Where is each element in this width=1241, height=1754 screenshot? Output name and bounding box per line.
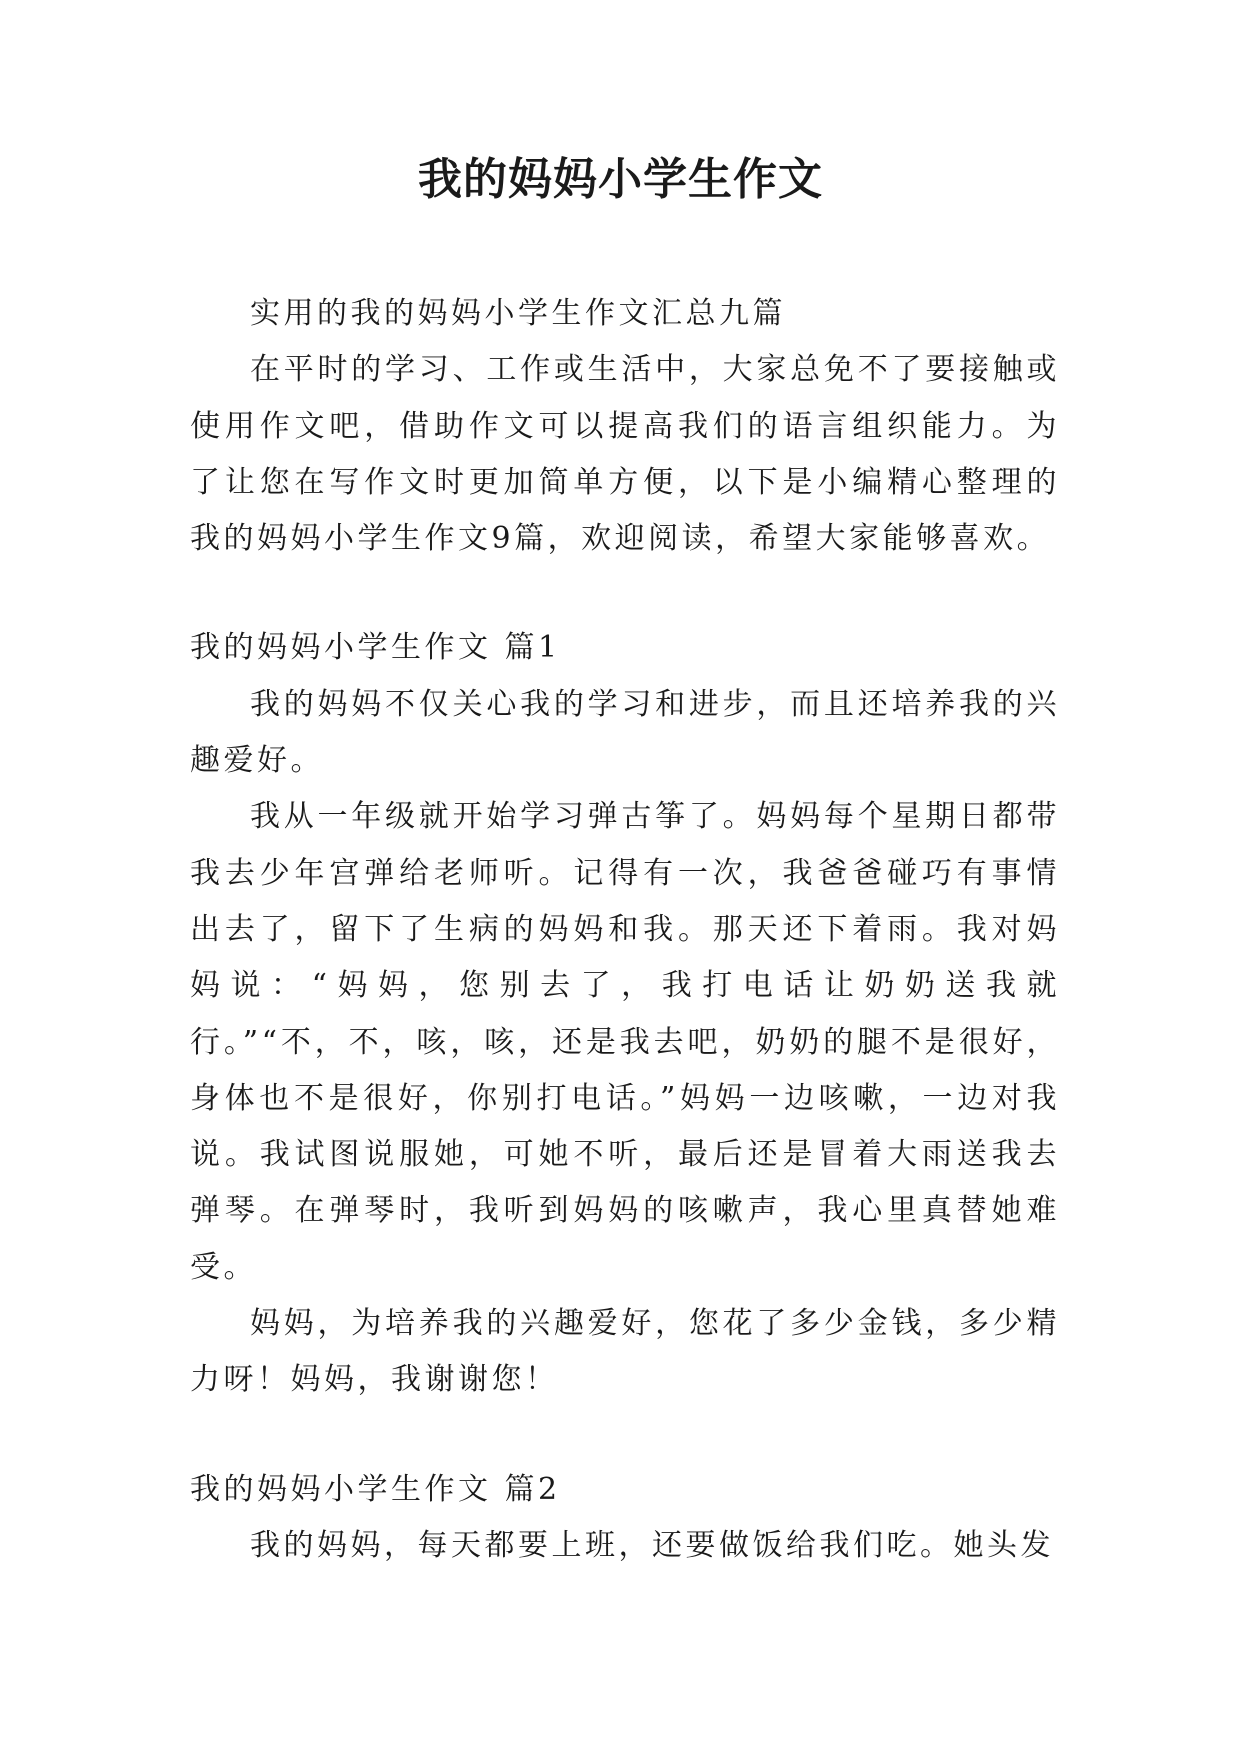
section-1-paragraph-2: 我从一年级就开始学习弹古筝了。妈妈每个星期日都带我去少年宫弹给老师听。记得有一次，我爸爸碰巧有事情出去了，留下了生病的妈妈和我。那天还下着雨。我对妈妈说：“妈妈，您别去了，我打电话让奶奶送我就行。”“不，不，咳，咳，还是我去吧，奶奶的腿不是很好，身体也不是很好，你别打电话。”妈妈一边咳嗽，一边对我说。我试图说服她，可她不听，最后还是冒着大雨送我去弹琴。在弹琴时，我听到妈妈的咳嗽声，我心里真替她难受。: [190, 799, 1060, 1285]
document-body: [190, 286, 1060, 1574]
section-1-paragraph-3: 妈妈，为培养我的兴趣爱好，您花了多少金钱，多少精力呀！妈妈，我谢谢您！: [190, 1306, 1060, 1398]
section-spacer: [190, 567, 1060, 620]
section-2-paragraph-1: 我的妈妈，每天都要上班，还要做饭给我们吃。她头发: [250, 1527, 1054, 1563]
section-1-paragraph-1: 我的妈妈不仅关心我的学习和进步，而且还培养我的兴趣爱好。: [190, 686, 1060, 779]
intro-paragraph: 在平时的学习、工作或生活中，大家总免不了要接触或使用作文吧，借助作文可以提高我们的语言组织能力。为了让您在写作文时更加简单方便，以下是小编精心整理的我的妈妈小学生作文9篇，欢迎阅读，希望大家能够喜欢。: [190, 352, 1060, 557]
document-title: 我的妈妈小学生作文: [418, 154, 823, 205]
section-heading-2: 我的妈妈小学生作文 篇2: [190, 1471, 561, 1507]
section-heading-1: 我的妈妈小学生作文 篇1: [190, 630, 561, 666]
intro-subtitle: 实用的我的妈妈小学生作文汇总九篇: [250, 296, 786, 331]
section-spacer: [190, 1409, 1060, 1462]
